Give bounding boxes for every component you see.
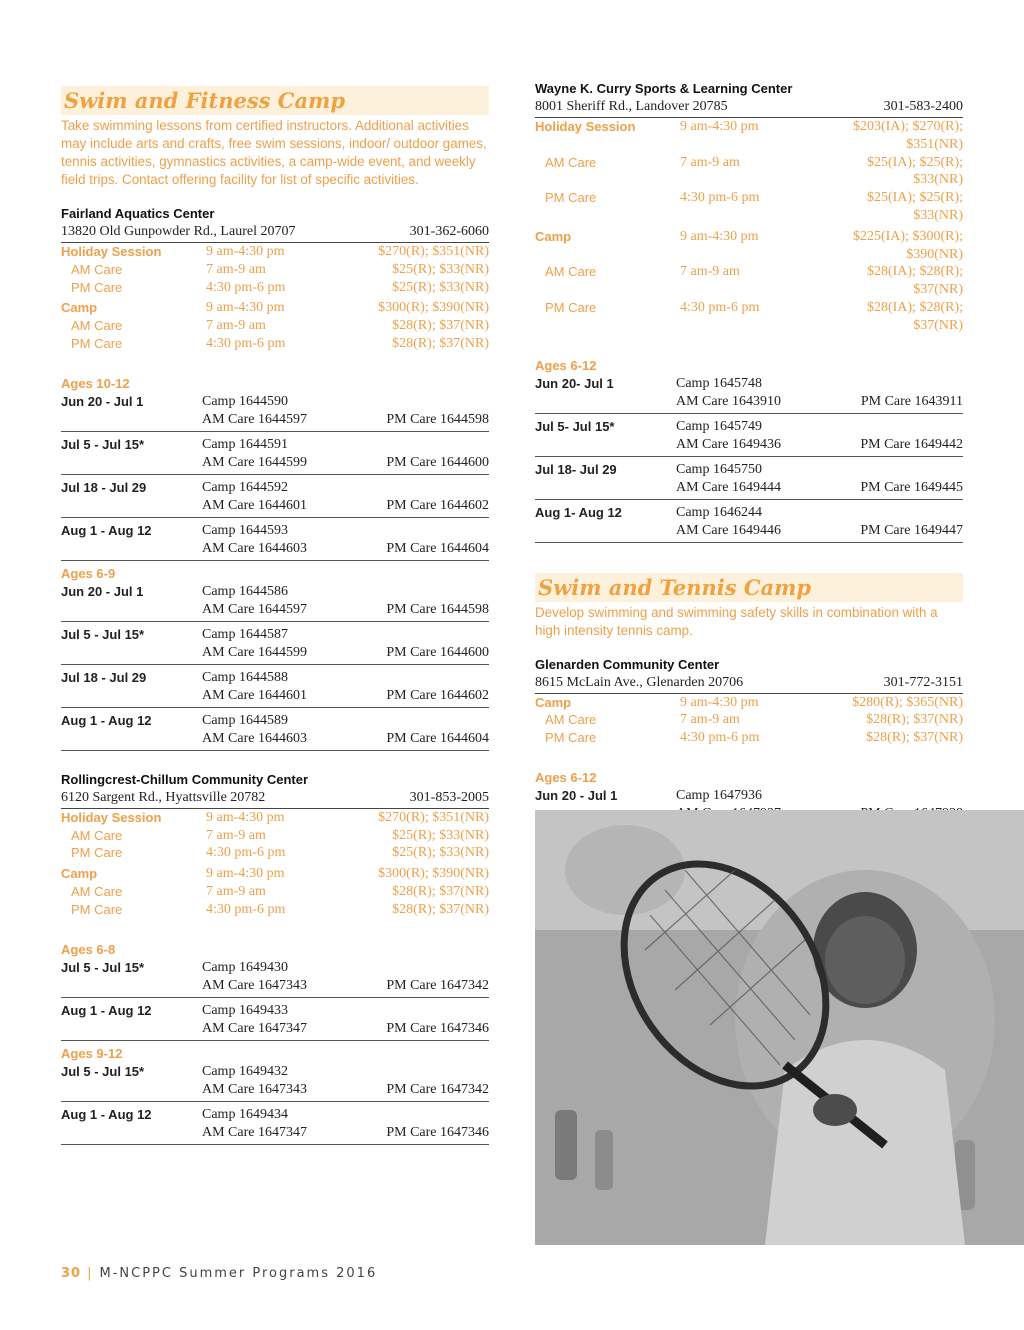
fee-row: [61, 901, 489, 919]
care-codes: [676, 522, 963, 540]
facility-fairland: [61, 205, 489, 751]
fee-label: Holiday Session: [535, 119, 636, 134]
session-dates: Aug 1 - Aug 12: [61, 1002, 152, 1018]
session-codes: [676, 418, 963, 454]
am-care-code: AM Care 1649446: [676, 522, 781, 538]
facility-address-row: [61, 789, 489, 809]
fee-price: $25(R); $33(NR): [392, 279, 489, 295]
facility-name: Fairland Aquatics Center: [61, 206, 215, 221]
fee-row: [535, 729, 963, 747]
fee-price: $300(R); $390(NR): [378, 866, 489, 882]
care-codes: [202, 730, 489, 748]
session-codes: [202, 959, 489, 995]
right-column: [535, 80, 963, 873]
pm-care-code: PM Care 1644598: [386, 601, 489, 617]
fee-time: 4:30 pm-6 pm: [680, 730, 760, 746]
fee-label: AM Care: [545, 154, 597, 170]
fee-table: [61, 243, 489, 353]
fee-label: AM Care: [71, 318, 123, 334]
camp-code: Camp 1644587: [202, 626, 288, 642]
care-codes: [202, 977, 489, 995]
pm-care-code: PM Care 1644604: [386, 730, 489, 746]
session-dates: Aug 1 - Aug 12: [61, 1106, 152, 1122]
session-codes: [676, 504, 963, 540]
fee-label: AM Care: [71, 261, 123, 277]
am-care-code: AM Care 1643910: [676, 393, 781, 409]
fee-label: PM Care: [71, 901, 123, 917]
camp-code: Camp 1649430: [202, 959, 288, 975]
care-codes: [202, 497, 489, 515]
session-codes: [202, 1063, 489, 1099]
fee-time: 4:30 pm-6 pm: [206, 845, 286, 861]
fee-row: [535, 299, 963, 335]
camp-code: Camp 1644593: [202, 522, 288, 538]
fee-label: AM Care: [71, 827, 123, 843]
am-care-code: AM Care 1644599: [202, 644, 307, 660]
fee-label: PM Care: [71, 845, 123, 861]
fee-price: $28(R); $37(NR): [392, 901, 489, 917]
fee-price: $28(R); $37(NR): [392, 335, 489, 351]
session-row: [61, 1063, 489, 1102]
camp-code: Camp 1644589: [202, 712, 288, 728]
session-codes: [676, 375, 963, 411]
pm-care-code: PM Care 1649442: [860, 436, 963, 452]
care-codes: [202, 1020, 489, 1038]
fee-row: [535, 228, 963, 264]
facility-phone: 301-362-6060: [409, 224, 489, 239]
facility-address-row: [535, 98, 963, 118]
facility-name: Glenarden Community Center: [535, 656, 720, 672]
fee-row: [61, 335, 489, 353]
pm-care-code: PM Care 1644604: [386, 540, 489, 556]
fee-price: $28(IA); $28(R); $37(NR): [866, 299, 963, 333]
care-codes: [676, 436, 963, 454]
camp-code: Camp 1644586: [202, 583, 288, 599]
session-codes: [202, 1002, 489, 1038]
session-codes: [202, 669, 489, 705]
fee-time: 7 am-9 am: [680, 264, 740, 280]
session-dates: Jul 18 - Jul 29: [61, 479, 147, 495]
fee-row: [61, 299, 489, 317]
fee-price: $300(R); $390(NR): [378, 300, 489, 316]
facility-address-row: [61, 223, 489, 243]
facility-address: 6120 Sargent Rd., Hyattsville 20782: [61, 789, 266, 805]
fee-label: PM Care: [545, 190, 597, 206]
session-dates: Jul 5 - Jul 15*: [61, 626, 145, 642]
fee-label: PM Care: [545, 299, 597, 315]
fee-row: [535, 263, 963, 299]
age-group-label: Ages 6-9: [61, 565, 116, 581]
fee-price: $203(IA); $270(R); $351(NR): [852, 119, 963, 152]
care-codes: [202, 454, 489, 472]
am-care-code: AM Care 1649436: [676, 436, 781, 452]
camp-code: Camp 1644590: [202, 393, 288, 409]
session-dates: Jul 5 - Jul 15*: [61, 959, 145, 975]
am-care-code: AM Care 1644597: [202, 411, 307, 427]
camp-code: Camp 1644588: [202, 669, 288, 685]
fee-price: $25(R); $33(NR): [392, 827, 489, 843]
camp-code: Camp 1646244: [676, 504, 762, 520]
fee-price: $225(IA); $300(R); $390(NR): [852, 228, 963, 262]
fee-time: 9 am-4:30 pm: [680, 228, 759, 244]
session-dates: Jul 18 - Jul 29: [61, 669, 147, 685]
session-dates: Jul 5- Jul 15*: [535, 418, 615, 434]
fee-label: Holiday Session: [61, 809, 162, 825]
am-care-code: AM Care 1647347: [202, 1020, 307, 1036]
facility-phone: 301-772-3151: [883, 674, 963, 690]
session-row: [61, 583, 489, 622]
pm-care-code: PM Care 1647346: [386, 1020, 489, 1036]
session-dates: Aug 1- Aug 12: [535, 504, 622, 520]
pm-care-code: PM Care 1644602: [386, 687, 489, 703]
fee-time: 4:30 pm-6 pm: [680, 299, 760, 315]
session-codes: [202, 583, 489, 619]
care-codes: [202, 687, 489, 705]
fee-label: Camp: [61, 866, 98, 882]
fee-time: 4:30 pm-6 pm: [680, 190, 760, 206]
facility-address-row: [535, 674, 963, 694]
session-codes: [202, 1106, 489, 1142]
session-codes: [202, 522, 489, 558]
fee-row: [535, 711, 963, 729]
fee-price: $270(R); $351(NR): [378, 244, 489, 259]
section-title-swim-tennis: Swim and Tennis Camp: [535, 573, 963, 602]
pm-care-code: PM Care 1644600: [386, 644, 489, 660]
fee-time: 7 am-9 am: [680, 154, 740, 170]
fee-price: $28(R); $37(NR): [392, 883, 489, 899]
session-row: [61, 959, 489, 998]
am-care-code: AM Care 1649444: [676, 479, 781, 495]
fee-row: [535, 118, 963, 154]
facility-address: 8615 McLain Ave., Glenarden 20706: [535, 674, 744, 690]
facility-name: Rollingcrest-Chillum Community Center: [61, 771, 309, 787]
photo-girl-with-tennis-racket: [535, 810, 1024, 1245]
camp-code: Camp 1645750: [676, 461, 762, 477]
am-care-code: AM Care 1644597: [202, 601, 307, 617]
fee-row: [61, 261, 489, 279]
section-intro-swim-tennis: Develop swimming and swimming safety skills in combination with a high intensity tennis camp.: [535, 604, 938, 638]
publication-title: M-NCPPC Summer Programs 2016: [99, 1266, 378, 1281]
pm-care-code: PM Care 1644598: [386, 411, 489, 427]
fee-label: Camp: [61, 300, 98, 316]
session-row: [535, 461, 963, 500]
fee-label: PM Care: [71, 335, 123, 351]
age-group-label: Ages 6-12: [535, 357, 597, 373]
fee-time: 4:30 pm-6 pm: [206, 335, 286, 351]
fee-row: [535, 154, 963, 190]
fee-time: 9 am-4:30 pm: [206, 300, 285, 316]
session-row: [61, 393, 489, 432]
camp-code: Camp 1647936: [676, 787, 762, 803]
pm-care-code: PM Care 1647342: [386, 1081, 489, 1097]
care-codes: [676, 479, 963, 497]
left-column: [61, 86, 489, 1149]
am-care-code: AM Care 1647343: [202, 977, 307, 993]
care-codes: [202, 601, 489, 619]
session-row: [535, 504, 963, 543]
fee-time: 7 am-9 am: [206, 827, 266, 843]
page-footer: 30 | M-NCPPC Summer Programs 2016: [61, 1266, 378, 1281]
fee-row: [61, 865, 489, 883]
camp-code: Camp 1644591: [202, 436, 288, 452]
facility-address: 8001 Sheriff Rd., Landover 20785: [535, 99, 728, 114]
fee-price: $28(R); $37(NR): [866, 730, 963, 746]
fee-label: Holiday Session: [61, 244, 162, 259]
session-row: [61, 479, 489, 518]
section-title-swim-fitness: Swim and Fitness Camp: [61, 86, 489, 115]
camp-code: Camp 1645748: [676, 375, 762, 391]
fee-row: [61, 317, 489, 335]
care-codes: [202, 1124, 489, 1142]
care-codes: [202, 411, 489, 429]
facility-address: 13820 Old Gunpowder Rd., Laurel 20707: [61, 224, 296, 239]
camp-code: Camp 1649433: [202, 1002, 288, 1018]
fee-row: [61, 883, 489, 901]
facility-phone: 301-853-2005: [409, 789, 489, 805]
fee-time: 7 am-9 am: [206, 261, 266, 277]
pm-care-code: PM Care 1649445: [860, 479, 963, 495]
fee-row: [61, 844, 489, 862]
fee-price: $25(IA); $25(R); $33(NR): [866, 154, 963, 188]
facility-phone: 301-583-2400: [883, 99, 963, 114]
am-care-code: AM Care 1644603: [202, 730, 307, 746]
fee-row: [535, 694, 963, 712]
fee-label: PM Care: [545, 730, 597, 746]
fee-price: $28(IA); $28(R); $37(NR): [866, 264, 963, 298]
session-row: [61, 626, 489, 665]
fee-table: [535, 694, 963, 747]
fee-time: 9 am-4:30 pm: [206, 809, 285, 825]
page-number: 30: [61, 1266, 82, 1281]
section-intro-swim-fitness: Take swimming lessons from certified instructors. Additional activities may include arts and crafts, free swim sessions, indoor/ outdoor games, tennis activities, gymnastics activities, a camp-wide event, and weekly field trips. Contact offering facility for list of specific activities.: [61, 118, 487, 187]
fee-price: $28(R); $37(NR): [392, 318, 489, 334]
session-dates: Jun 20 - Jul 1: [61, 583, 144, 599]
fee-label: AM Care: [545, 712, 597, 728]
fee-table: [61, 809, 489, 919]
session-row: [61, 1002, 489, 1041]
am-care-code: AM Care 1644599: [202, 454, 307, 470]
am-care-code: AM Care 1647343: [202, 1081, 307, 1097]
camp-code: Camp 1649434: [202, 1106, 288, 1122]
age-group-label: Ages 10-12: [61, 375, 130, 391]
care-codes: [202, 1081, 489, 1099]
fee-time: 9 am-4:30 pm: [680, 119, 759, 134]
session-codes: [202, 479, 489, 515]
session-row: [61, 712, 489, 751]
fee-row: [535, 189, 963, 225]
session-row: [61, 436, 489, 475]
fee-price: $25(R); $33(NR): [392, 845, 489, 861]
fee-price: $25(R); $33(NR): [392, 261, 489, 277]
session-row: [61, 1106, 489, 1145]
session-codes: [202, 436, 489, 472]
fee-price: $280(R); $365(NR): [852, 694, 963, 710]
care-codes: [676, 393, 963, 411]
fee-label: PM Care: [71, 279, 123, 295]
session-codes: [202, 712, 489, 748]
photo-illustration: [535, 810, 1024, 1245]
fee-label: AM Care: [71, 883, 123, 899]
fee-price: $25(IA); $25(R); $33(NR): [866, 190, 963, 223]
pm-care-code: PM Care 1647342: [386, 977, 489, 993]
camp-code: Camp 1645749: [676, 418, 762, 434]
fee-time: 7 am-9 am: [206, 318, 266, 334]
session-dates: Jul 5 - Jul 15*: [61, 1063, 145, 1079]
fee-time: 7 am-9 am: [206, 883, 266, 899]
session-codes: [676, 461, 963, 497]
pm-care-code: PM Care 1644602: [386, 497, 489, 513]
session-dates: Jul 18- Jul 29: [535, 461, 617, 477]
session-dates: Jul 5 - Jul 15*: [61, 436, 145, 452]
am-care-code: AM Care 1644601: [202, 687, 307, 703]
fee-row: [61, 279, 489, 297]
session-dates: Aug 1 - Aug 12: [61, 712, 152, 728]
fee-time: 9 am-4:30 pm: [206, 244, 285, 259]
age-group-label: Ages 9-12: [61, 1045, 123, 1061]
facility-name: Wayne K. Curry Sports & Learning Center: [535, 81, 793, 96]
session-dates: Jun 20- Jul 1: [535, 375, 614, 391]
fee-row: [61, 827, 489, 845]
fee-row: [61, 809, 489, 827]
camp-code: Camp 1644592: [202, 479, 288, 495]
session-dates: Jun 20 - Jul 1: [535, 787, 618, 803]
fee-time: 9 am-4:30 pm: [206, 866, 285, 882]
fee-table: [535, 118, 963, 335]
fee-time: 4:30 pm-6 pm: [206, 279, 286, 295]
session-codes: [202, 393, 489, 429]
am-care-code: AM Care 1644601: [202, 497, 307, 513]
session-dates: Aug 1 - Aug 12: [61, 522, 152, 538]
session-row: [535, 418, 963, 457]
fee-price: $28(R); $37(NR): [866, 712, 963, 728]
pm-care-code: PM Care 1644600: [386, 454, 489, 470]
facility-rollingcrest: [61, 771, 489, 1145]
care-codes: [202, 540, 489, 558]
facility-wayne: [535, 80, 963, 543]
fee-time: 9 am-4:30 pm: [680, 694, 759, 710]
am-care-code: AM Care 1644603: [202, 540, 307, 556]
fee-label: Camp: [535, 228, 572, 244]
fee-label: Camp: [535, 694, 572, 710]
fee-label: AM Care: [545, 264, 597, 280]
camp-code: Camp 1649432: [202, 1063, 288, 1079]
age-group-label: Ages 6-8: [61, 941, 116, 957]
session-row: [535, 375, 963, 414]
care-codes: [202, 644, 489, 662]
fee-price: $270(R); $351(NR): [378, 809, 489, 825]
am-care-code: AM Care 1647347: [202, 1124, 307, 1140]
pm-care-code: PM Care 1643911: [860, 393, 963, 409]
fee-row: [61, 243, 489, 261]
pm-care-code: PM Care 1647346: [386, 1124, 489, 1140]
session-row: [61, 669, 489, 708]
fee-time: 4:30 pm-6 pm: [206, 901, 286, 917]
age-group-label: Ages 6-12: [535, 769, 597, 785]
session-codes: [202, 626, 489, 662]
fee-time: 7 am-9 am: [680, 712, 740, 728]
pm-care-code: PM Care 1649447: [860, 522, 963, 538]
session-row: [61, 522, 489, 561]
session-dates: Jun 20 - Jul 1: [61, 393, 144, 409]
